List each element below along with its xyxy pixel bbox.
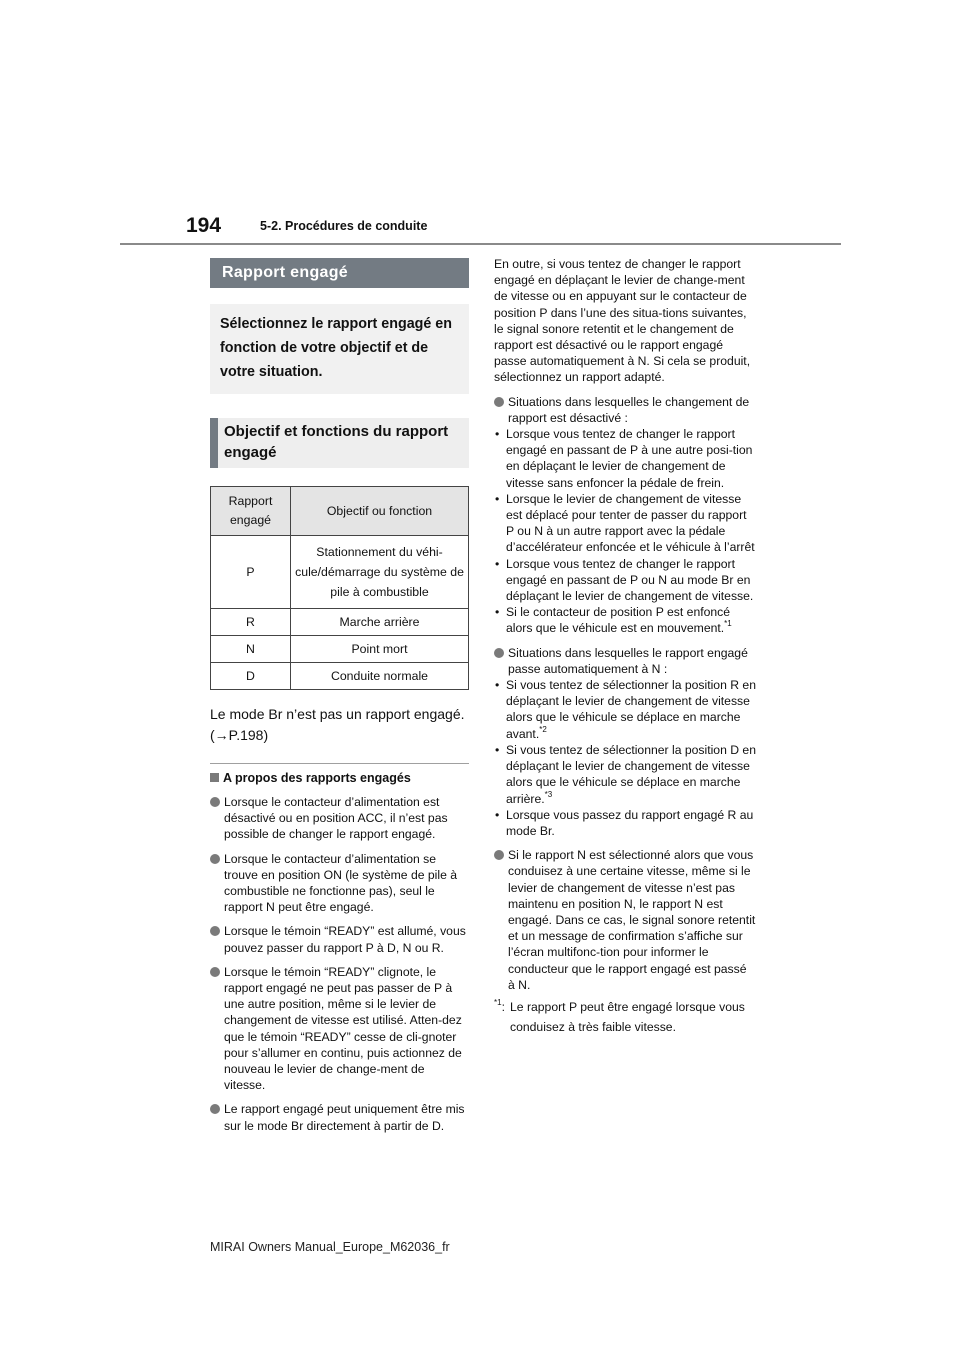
footnote-text: Le rapport P peut être engagé lorsque vous conduisez à très faible vitesse. [510,999,745,1034]
list-item [210,923,469,955]
table-cell-function: Marche arrière [291,609,469,636]
intro-box: Sélectionnez le rapport engagé en fonction de votre objectif et de votre situation. [210,304,469,394]
sub-item-text: Si vous tentez de sélectionner la position R en déplaçant le levier de changement de vitesse alors que le véhicule se déplace en marche avant. [506,678,756,741]
circle-bullet-icon [494,397,504,407]
table-cell-gear: N [211,636,291,663]
table-cell-function: Conduite normale [291,663,469,690]
list-item-text: Le rapport engagé peut uniquement être mis sur le mode Br directement à partir de D. [224,1102,465,1133]
list-item [494,847,756,993]
list-item-text: Lorsque le témoin “READY” clignote, le rapport engagé ne peut pas passer de P à une autre position, même si le levier de changement de vitesse est utilisé. Atten-dez que le témoin “READY” cesse de cli-gnoter pour s’allumer en continu, puis actionnez de nouveau le levier de change-ment de vitesse. [224,964,462,1093]
square-bullet-icon [210,773,219,782]
group-title: Situations dans lesquelles le changement de rapport est désactivé : [508,394,750,425]
mode-note-text: Le mode Br n’est pas un rapport engagé. ( [210,706,465,743]
circle-bullet-icon [210,926,220,936]
sub-item [494,604,756,636]
footnote-label: $^{*1}$: [494,997,505,1014]
footnote [494,997,756,1037]
circle-bullet-icon [494,648,504,658]
sub-item [494,807,756,839]
about-heading [210,770,469,786]
page-number: 194 [186,214,222,237]
table-cell-gear: P [211,536,291,609]
sub-item [494,742,756,807]
table-row [211,636,469,663]
intro-paragraph: En outre, si vous tentez de changer le rapport engagé en déplaçant le levier de change-ment de vitesse ou en appuyant sur le contacteur de position P dans l’une des situa-tions suivantes, le signal sonore retentit et le changement de rapport est désactivé ou le rapport engagé passe automatiquement à N. Si cela se produit, sélectionnez un rapport adapté. [494,257,751,385]
list-item [210,964,469,1094]
footnote-ref: *3 [544,789,553,799]
gear-table [210,486,469,690]
section-title: 5-2. Procédures de conduite [260,219,428,233]
subheading: Objectif et fonctions du rapport engagé [210,418,469,468]
circle-bullet-icon [210,1104,220,1114]
table-cell-gear: R [211,609,291,636]
dot-marker: • [495,742,500,757]
sub-item-text: Si vous tentez de sélectionner la position D en déplaçant le levier de changement de vitesse alors que le véhicule se déplace en marche arrière. [506,742,756,806]
table-header-row [211,487,469,536]
header-rule [120,243,841,245]
circle-bullet-icon [494,850,504,860]
left-column [210,258,469,1134]
sub-item [494,491,756,556]
about-heading-text: A propos des rapports engagés [223,771,411,785]
dot-marker: • [495,556,500,571]
sub-item-text: Si le contacteur de position P est enfoncé alors que le véhicule est en mouvement. [506,605,731,636]
list-item-text: Si le rapport N est sélectionné alors que vous conduisez à une certaine vitesse, même si le levier de changement de vitesse n’est pas maintenu en position N, le rapport N est engagé. Dans ce cas, le signal sonore retentit et un message de confirmation s’affiche sur l’écran multifonc-tion pour informer le conducteur que le rapport engagé est passé à N. [508,848,756,992]
sub-item [494,556,756,605]
page-reference-link[interactable]: P.198) [228,727,269,743]
list-item-text: Lorsque le contacteur d’alimentation est désactivé ou en position ACC, il n’est pas possible de changer le rapport engagé. [224,795,448,842]
dot-marker: • [495,807,500,822]
list-item [210,794,469,843]
list-item [494,645,756,839]
list-item [494,394,756,637]
table-row [211,663,469,690]
list-item-text: Lorsque le contacteur d’alimentation se trouve en position ON (le système de pile à combustible ne fonctionne pas), seul le rapport N peut être engagé. [224,851,458,915]
sub-item-text: Lorsque vous tentez de changer le rapport engagé en passant de P à une autre posi-tion en déplaçant le levier de changement de vitesse sans enfoncer la pédale de frein. [506,427,753,490]
dot-marker: • [495,605,500,620]
list-item [210,1101,469,1133]
sub-item-text: Lorsque vous tentez de changer le rapport engagé en passant de P ou N au mode Br en déplaçant le levier de changement de vitesse. [506,556,754,604]
table-row [211,536,469,609]
table-cell-function: Stationnement du véhi-cule/démarrage du système de pile à combustible [291,536,469,609]
sub-item [494,677,756,742]
footnote-ref: *2 [539,724,547,734]
list-item-text: Lorsque le témoin “READY” est allumé, vous pouvez passer du rapport P à D, N ou R. [224,924,466,955]
sub-item-text: Lorsque le levier de changement de vitesse est déplacé pour tenter de passer du rapport P ou N à un autre rapport avec la pédale d’accélérateur enfoncée et le véhicule à l’arrêt [506,491,755,555]
dot-marker: • [495,491,500,506]
dot-marker: • [495,678,500,693]
table-header-function: Objectif ou fonction [291,487,469,536]
list-item [210,851,469,916]
sub-item-text: Lorsque vous passez du rapport engagé R au mode Br. [506,807,754,838]
section-banner: Rapport engagé [210,258,469,288]
circle-bullet-icon [210,797,220,807]
circle-bullet-icon [210,967,220,977]
table-cell-gear: D [211,663,291,690]
table-cell-function: Point mort [291,636,469,663]
table-row [211,609,469,636]
mode-note [210,704,469,746]
footnote-ref: *1 [724,619,732,629]
footer: MIRAI Owners Manual_Europe_M62036_fr [210,1240,450,1254]
table-header-gear: Rapport engagé [211,487,291,536]
right-column [494,256,756,1037]
circle-bullet-icon [210,854,220,864]
dot-marker: • [495,427,500,442]
sub-item [494,426,756,491]
arrow-right-icon: → [214,727,229,743]
group-title: Situations dans lesquelles le rapport engagé passe automatiquement à N : [508,645,748,676]
divider [210,763,469,764]
